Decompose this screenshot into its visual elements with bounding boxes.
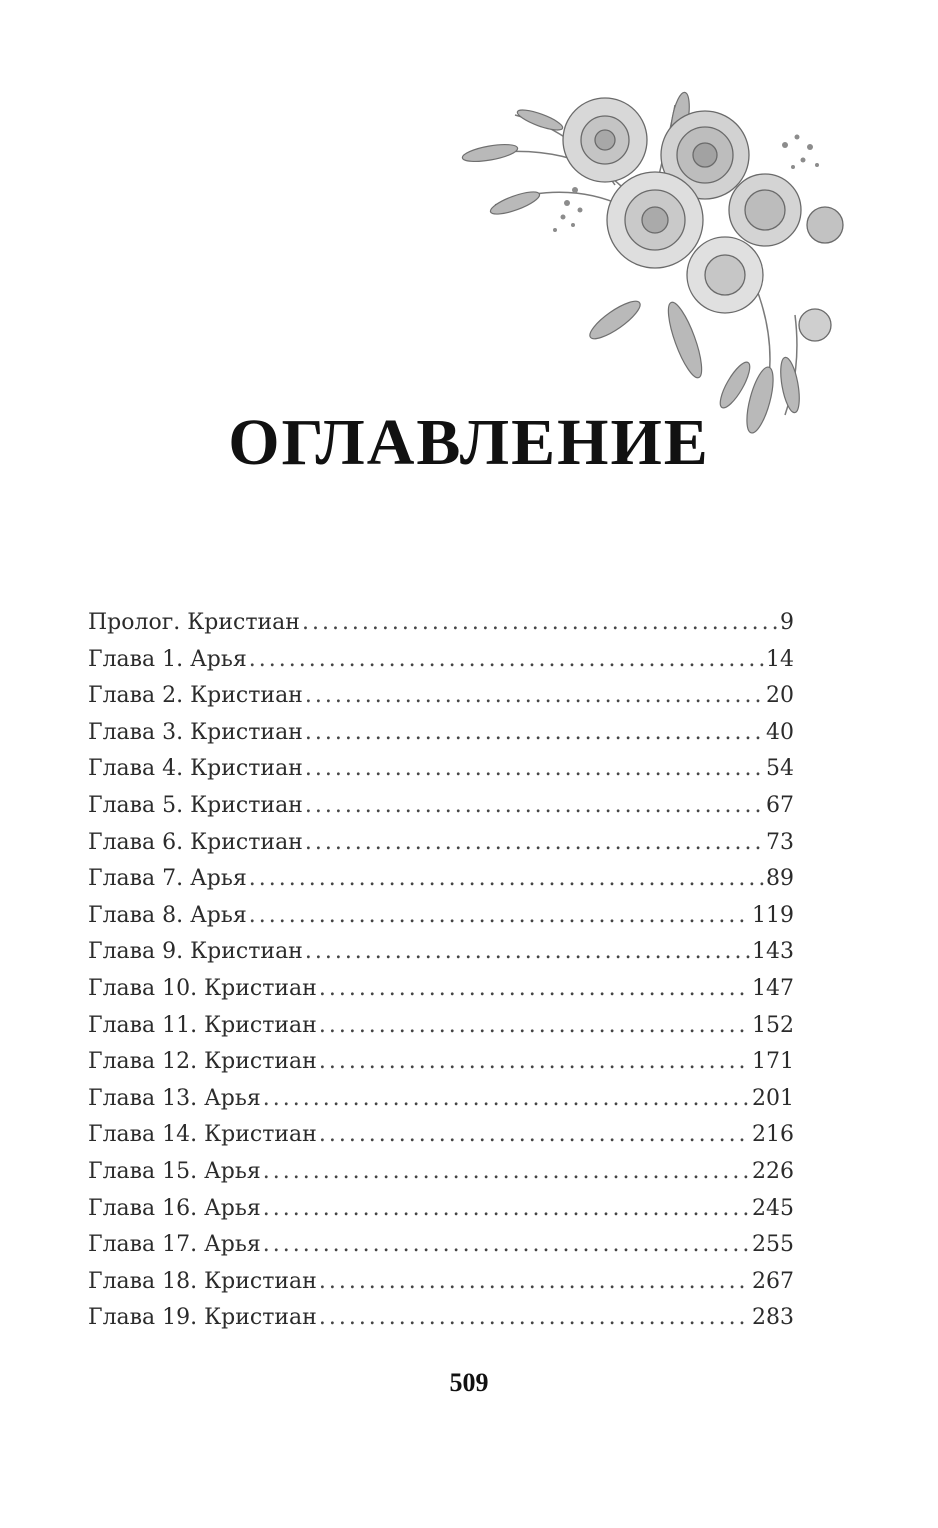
toc-entry-page: 73	[766, 829, 794, 855]
toc-leader-dots	[249, 903, 750, 928]
toc-entry-label: Глава 12. Кристиан	[88, 1049, 317, 1075]
toc-leader-dots	[305, 683, 764, 708]
toc-entry	[88, 1305, 794, 1342]
toc-entry-label: Глава 9. Кристиан	[88, 939, 303, 965]
toc-entry-page: 147	[752, 975, 794, 1001]
toc-leader-dots	[263, 1159, 750, 1184]
toc-entry-page: 143	[752, 939, 794, 965]
toc-entry	[88, 610, 794, 647]
toc-entry-page: 267	[752, 1268, 794, 1294]
toc-entry	[88, 866, 794, 903]
toc-entry-page: 171	[752, 1049, 794, 1075]
toc-entry-label: Глава 16. Арья	[88, 1195, 261, 1221]
toc-entry	[88, 1013, 794, 1050]
toc-leader-dots	[305, 939, 750, 964]
toc-entry-label: Глава 7. Арья	[88, 866, 247, 892]
toc-title: ОГЛАВЛЕНИЕ	[228, 406, 710, 479]
toc-entry-page: 152	[752, 1012, 794, 1038]
toc-entry	[88, 647, 794, 684]
toc-entry-label: Глава 17. Арья	[88, 1232, 261, 1258]
toc-entry-page: 255	[752, 1232, 794, 1258]
toc-entry-page: 283	[752, 1305, 794, 1331]
toc-entry-label: Глава 14. Кристиан	[88, 1122, 317, 1148]
toc-entry	[88, 939, 794, 976]
toc-entry-label: Глава 1. Арья	[88, 646, 247, 672]
toc-leader-dots	[319, 1269, 750, 1294]
toc-entry-label: Глава 5. Кристиан	[88, 792, 303, 818]
toc-entry-page: 119	[752, 902, 794, 928]
toc-entry	[88, 1122, 794, 1159]
toc-entry-label: Глава 8. Арья	[88, 902, 247, 928]
toc-leader-dots	[305, 756, 764, 781]
toc-entry-page: 216	[752, 1122, 794, 1148]
toc-leader-dots	[305, 793, 764, 818]
toc-entry	[88, 976, 794, 1013]
toc-entry	[88, 1049, 794, 1086]
toc-entry	[88, 1232, 794, 1269]
toc-entry-page: 89	[766, 866, 794, 892]
toc-leader-dots	[263, 1232, 750, 1257]
toc-entry-page: 20	[766, 683, 794, 709]
table-of-contents	[88, 610, 794, 1342]
toc-entry-label: Глава 2. Кристиан	[88, 683, 303, 709]
toc-leader-dots	[319, 976, 750, 1001]
toc-entry	[88, 683, 794, 720]
toc-entry-label: Глава 3. Кристиан	[88, 719, 303, 745]
toc-entry-label: Пролог. Кристиан	[88, 610, 300, 635]
toc-leader-dots	[305, 720, 764, 745]
page-number: 509	[449, 1368, 489, 1397]
toc-leader-dots	[305, 830, 764, 855]
toc-entry	[88, 793, 794, 830]
toc-entry	[88, 720, 794, 757]
toc-entry-label: Глава 13. Арья	[88, 1085, 261, 1111]
toc-entry-page: 40	[766, 719, 794, 745]
toc-entry	[88, 1269, 794, 1306]
toc-entry-label: Глава 19. Кристиан	[88, 1305, 317, 1331]
toc-entry	[88, 903, 794, 940]
toc-entry-page: 14	[766, 646, 794, 672]
toc-leader-dots	[319, 1122, 750, 1147]
floral-bouquet-icon	[455, 85, 875, 445]
toc-leader-dots	[319, 1049, 750, 1074]
toc-entry-label: Глава 15. Арья	[88, 1158, 261, 1184]
toc-entry-label: Глава 10. Кристиан	[88, 975, 317, 1001]
toc-leader-dots	[263, 1196, 750, 1221]
toc-entry-page: 201	[752, 1085, 794, 1111]
toc-entry-label: Глава 11. Кристиан	[88, 1012, 317, 1038]
toc-entry-page: 226	[752, 1158, 794, 1184]
toc-entry	[88, 756, 794, 793]
toc-entry-label: Глава 4. Кристиан	[88, 756, 303, 782]
toc-entry	[88, 1086, 794, 1123]
toc-entry	[88, 1196, 794, 1233]
toc-entry	[88, 830, 794, 867]
toc-entry-page: 54	[766, 756, 794, 782]
toc-entry-page: 245	[752, 1195, 794, 1221]
toc-entry-page: 67	[766, 792, 794, 818]
toc-leader-dots	[319, 1013, 750, 1038]
toc-leader-dots	[302, 610, 778, 635]
toc-entry-label: Глава 18. Кристиан	[88, 1268, 317, 1294]
toc-leader-dots	[263, 1086, 750, 1111]
toc-leader-dots	[249, 866, 764, 891]
toc-entry-label: Глава 6. Кристиан	[88, 829, 303, 855]
toc-leader-dots	[319, 1305, 750, 1330]
toc-leader-dots	[249, 647, 764, 672]
toc-entry	[88, 1159, 794, 1196]
toc-entry-page: 9	[780, 610, 794, 635]
